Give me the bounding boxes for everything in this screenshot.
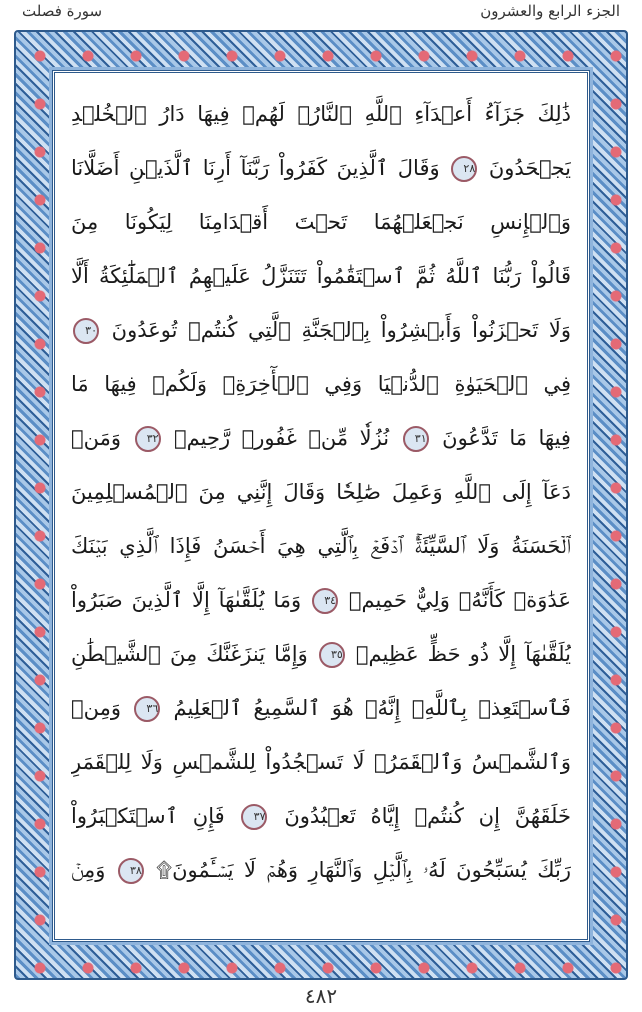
quran-text <box>71 87 571 897</box>
verse-number-marker: ٣١ <box>403 426 429 452</box>
verse-text: وَإِمَّا يَنزَغَنَّكَ مِنَ ٱلشَّيۡطَٰنِ <box>71 642 308 666</box>
surah-title: سورة فصلت <box>22 2 103 20</box>
verse-text: عَدَٰوَةٞ كَأَنَّهُۥ وَلِيٌّ حَمِيمٞ <box>348 588 571 612</box>
verse-number-marker: ٢٨ <box>451 156 477 182</box>
text-line <box>71 627 571 681</box>
text-line <box>71 411 571 465</box>
verse-number-marker: ٣٨ <box>118 858 144 884</box>
text-line <box>71 249 571 303</box>
verse-text: يُلَقَّىٰهَآ إِلَّا ذُو حَظٍّ عَظِيمٖ <box>355 642 571 666</box>
verse-text: وَمِنۡ <box>71 696 121 720</box>
verse-text: وَٱلۡإِنسِ نَجۡعَلۡهُمَا تَحۡتَ أَقۡدَامِنَا لِيَكُونَا مِنَ <box>71 210 571 234</box>
verse-text: ذَٰلِكَ جَزَآءُ أَعۡدَآءِ ٱللَّهِ ٱلنَّارُۖ لَهُمۡ فِيهَا دَارُ ٱلۡخُلۡدِ <box>71 102 571 126</box>
text-line <box>71 141 571 195</box>
verse-number-marker: ٣٢ <box>135 426 161 452</box>
verse-text: وَٱلشَّمۡسُ وَٱلۡقَمَرُۚ لَا تَسۡجُدُواْ لِلشَّمۡسِ وَلَا لِلۡقَمَرِ <box>71 750 571 774</box>
verse-number-marker: ٣٤ <box>312 588 338 614</box>
verse-text: خَلَقَهُنَّ إِن كُنتُمۡ إِيَّاهُ تَعۡبُدُونَ <box>284 804 571 828</box>
verse-text: قَالُواْ رَبُّنَا ٱللَّهُ ثُمَّ ٱسۡتَقَٰمُواْ تَتَنَزَّلُ عَلَيۡهِمُ ٱلۡمَلَٰٓئِكَةُ أَلَّا <box>71 264 571 288</box>
text-line <box>71 519 571 573</box>
text-line <box>71 843 571 897</box>
text-line <box>71 465 571 519</box>
text-line <box>71 357 571 411</box>
verse-text: فَٱسۡتَعِذۡ بِٱللَّهِۖ إِنَّهُۥ هُوَ ٱلسَّمِيعُ ٱلۡعَلِيمُ <box>173 696 571 720</box>
verse-text: رَبِّكَ يُسَبِّحُونَ لَهُۥ بِٱلَّيۡلِ وَٱلنَّهَارِ وَهُمۡ لَا يَسۡـَٔمُونَ۩ <box>156 858 571 882</box>
verse-text: يَجۡحَدُونَ <box>488 156 571 180</box>
verse-text: دَعَآ إِلَى ٱللَّهِ وَعَمِلَ صَٰلِحٗا وَقَالَ إِنَّنِي مِنَ ٱلۡمُسۡلِمِينَ <box>71 480 571 504</box>
ornamental-border <box>14 30 628 980</box>
text-line <box>71 681 571 735</box>
verse-number-marker: ٣٦ <box>134 696 160 722</box>
text-line <box>71 789 571 843</box>
verse-text: فَإِنِ ٱسۡتَكۡبَرُواْ <box>71 804 225 828</box>
text-line <box>71 735 571 789</box>
juz-title: الجزء الرابع والعشرون <box>480 2 620 20</box>
text-line <box>71 195 571 249</box>
verse-text: وَمِنۡ <box>71 858 106 882</box>
text-line <box>71 303 571 357</box>
verse-number-marker: ٣٠ <box>73 318 99 344</box>
verse-text: ٱلۡحَسَنَةُ وَلَا ٱلسَّيِّئَةُۚ ٱدۡفَعۡ بِٱلَّتِي هِيَ أَحۡسَنُ فَإِذَا ٱلَّذِي بَيۡنَكَ <box>71 534 571 558</box>
verse-text: وَمَا يُلَقَّىٰهَآ إِلَّا ٱلَّذِينَ صَبَرُواْ <box>71 588 302 612</box>
page-number: ٤٨٢ <box>304 984 338 1008</box>
text-panel <box>52 70 590 942</box>
verse-text: فِي ٱلۡحَيَوٰةِ ٱلدُّنۡيَا وَفِي ٱلۡأٓخِرَةِۖ وَلَكُمۡ فِيهَا مَا <box>71 372 571 396</box>
verse-text: وَمَنۡ <box>71 426 121 450</box>
text-line <box>71 87 571 141</box>
verse-text: نُزُلٗا مِّنۡ غَفُورٖ رَّحِيمٖ <box>174 426 390 450</box>
verse-text: وَلَا تَحۡزَنُواْ وَأَبۡشِرُواْ بِٱلۡجَنَّةِ ٱلَّتِي كُنتُمۡ تُوعَدُونَ <box>111 318 571 342</box>
verse-text: فِيهَا مَا تَدَّعُونَ <box>442 426 571 450</box>
verse-text: وَقَالَ ٱلَّذِينَ كَفَرُواْ رَبَّنَآ أَرِنَا ٱلَّذَيۡنِ أَضَلَّانَا <box>71 156 440 180</box>
verse-number-marker: ٣٥ <box>319 642 345 668</box>
text-line <box>71 573 571 627</box>
verse-number-marker: ٣٧ <box>241 804 267 830</box>
